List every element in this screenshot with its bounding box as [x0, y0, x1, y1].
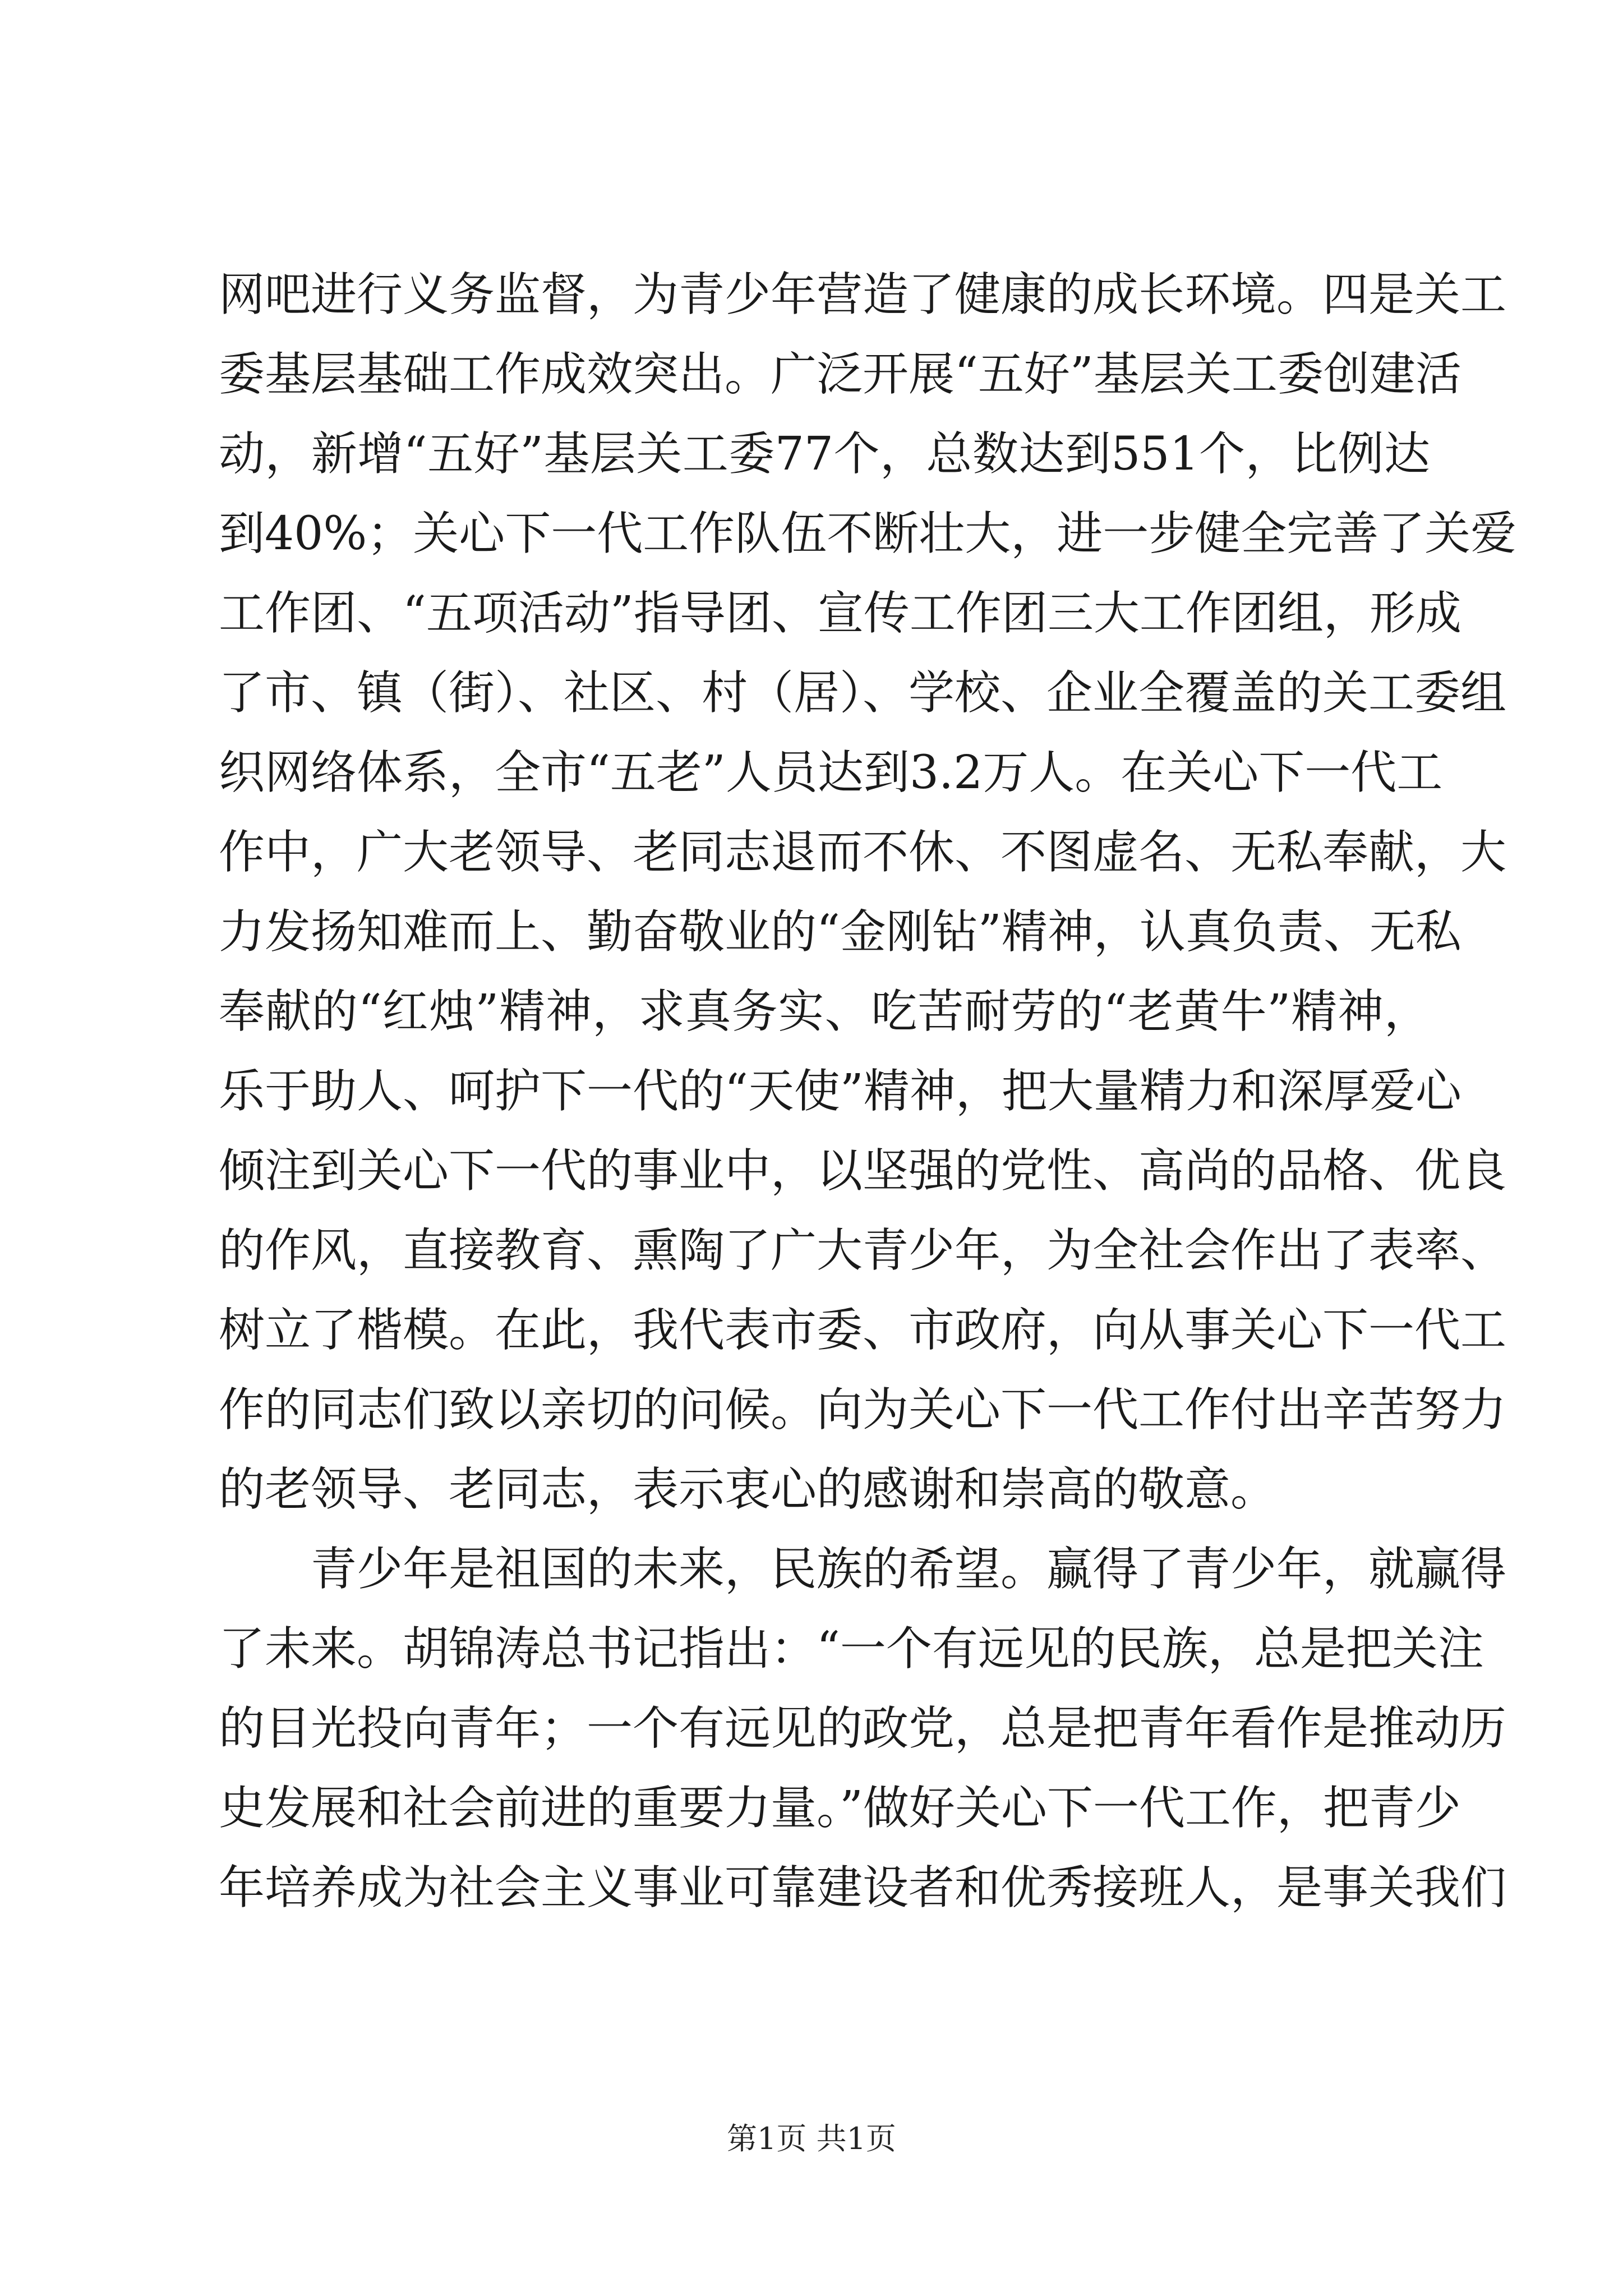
- text-line: 树立了楷模。在此，我代表市委、市政府，向从事关心下一代工: [219, 1304, 1507, 1357]
- body-text: [219, 255, 1517, 1928]
- text-line: 倾注到关心下一代的事业中，以坚强的党性、高尚的品格、优良: [219, 1144, 1507, 1198]
- text-line: 织网络体系，全市“五老”人员达到3.2万人。在关心下一代工: [219, 746, 1443, 799]
- text-line: 了市、镇（街）、社区、村（居）、学校、企业全覆盖的关工委组: [219, 666, 1507, 720]
- paragraph-end-line: 的老领导、老同志，表示衷心的感谢和崇高的敬意。: [219, 1463, 1277, 1516]
- text-line: 的目光投向青年；一个有远见的政党，总是把青年看作是推动历: [219, 1702, 1507, 1755]
- text-line: 工作团、“五项活动”指导团、宣传工作团三大工作团组，形成: [219, 587, 1461, 640]
- text-line: 乐于助人、呵护下一代的“天使”精神，把大量精力和深厚爱心: [219, 1065, 1461, 1118]
- text-line: 作的同志们致以亲切的问候。向为关心下一代工作付出辛苦努力: [219, 1383, 1507, 1437]
- text-line: 了未来。胡锦涛总书记指出：“一个有远见的民族，总是把关注: [219, 1622, 1484, 1676]
- paragraph-start-line: 青少年是祖国的未来，民族的希望。赢得了青少年，就赢得: [311, 1543, 1507, 1596]
- text-line: 到40%；关心下一代工作队伍不断壮大，进一步健全完善了关爱: [219, 507, 1517, 560]
- text-line: 网吧进行义务监督，为青少年营造了健康的成长环境。四是关工: [219, 268, 1507, 321]
- text-line: 委基层基础工作成效突出。广泛开展“五好”基层关工委创建活: [219, 348, 1461, 401]
- text-line: 动，新增“五好”基层关工委77个，总数达到551个，比例达: [219, 427, 1430, 481]
- text-line: 的作风，直接教育、熏陶了广大青少年，为全社会作出了表率、: [219, 1224, 1507, 1277]
- text-line: 作中，广大老领导、老同志退而不休、不图虚名、无私奉献，大: [219, 826, 1507, 879]
- text-line: 史发展和社会前进的重要力量。”做好关心下一代工作，把青少: [219, 1782, 1461, 1835]
- text-line: 力发扬知难而上、勤奋敬业的“金刚钻”精神，认真负责、无私: [219, 905, 1461, 959]
- text-line: 奉献的“红烛”精神，求真务实、吃苦耐劳的“老黄牛”精神，: [219, 985, 1430, 1038]
- page-number-footer: 第1页 共1页: [727, 2121, 896, 2156]
- text-line: 年培养成为社会主义事业可靠建设者和优秀接班人，是事关我们: [219, 1861, 1507, 1915]
